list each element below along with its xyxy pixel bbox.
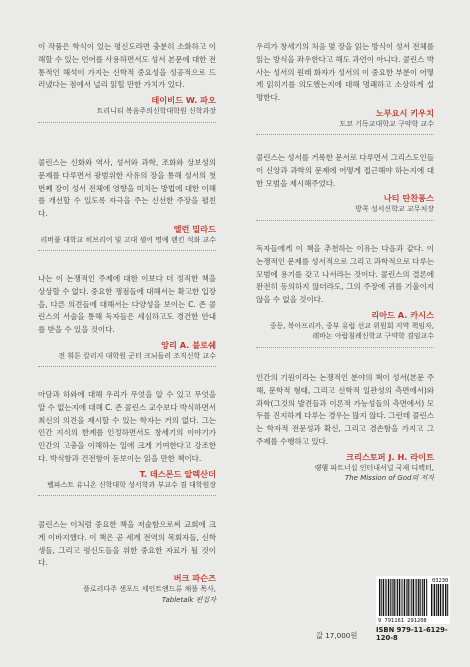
- barcode-bar: [390, 579, 391, 616]
- barcode-bar: [436, 584, 437, 616]
- endorsement-quote: 인간의 기원이라는 논쟁적인 분야의 책이 성서(본문 주해, 문학적 형태, 그리고 신학적 일관성의 측면에서)와 과학(그것의 발견들과 이론적 가능성들의 측면에서) 모두를 진지하게 다루는 경우는 많지 않다. 그런데 콜린스는 학자적 전문성과 확신, 그리고 겸손함을 가지고 그 주제를 수행하고 있다.: [256, 373, 434, 446]
- barcode-bar: [385, 579, 386, 616]
- endorsement-quote: 이 작품은 학식이 있는 평신도라면 충분히 소화하고 이해할 수 있는 언어를 사용하면서도 성서 본문에 대한 전통적인 해석이 가지는 신학적 중요성을 성공적으로 드러냈다는 점에서 널리 읽힐 만한 가치가 있다.: [38, 42, 216, 90]
- endorsement: [38, 519, 216, 605]
- endorsement-quote: 콜린스는 이처럼 중요한 책을 저술함으로써 교회에 크게 이바지했다. 이 책은 곧 세계 전역의 목회자들, 신학생들, 그리고 평신도들을 위한 중요한 자료가 될 것이다.: [38, 520, 216, 568]
- barcode-addon-digits: 03230: [432, 578, 449, 584]
- endorsement-affiliation: 도쿄 기독교대학교 구약학 교수: [339, 119, 434, 128]
- endorsement-affiliation: 트리니티 복음주의신학대학원 신학과장: [96, 107, 216, 116]
- endorsement-author: 나티 탄찬퐁스: [383, 193, 434, 204]
- barcode-bar: [379, 579, 380, 616]
- divider: [38, 122, 216, 123]
- barcode-bar: [416, 579, 417, 616]
- endorsement: [38, 41, 216, 123]
- barcode-bar: [404, 579, 405, 616]
- endorsement-affiliation: 전 휘튼 칼리지 대학원 군터 크뇌들러 조직신학 교수: [58, 351, 216, 360]
- barcode-bar: [415, 579, 416, 616]
- barcode-bar: [426, 579, 427, 616]
- endorsement-author: 리아드 A. 카시스: [371, 309, 434, 320]
- barcode-image: [376, 576, 450, 624]
- barcode-bar: [418, 579, 419, 616]
- endorsement-affiliation: 플로리다주 샌포드 세인트앤드류 채플 목사,: [83, 585, 216, 594]
- barcode-bar: [393, 579, 394, 616]
- endorsement-quote: 독자들에게 이 책을 추천하는 이유는 다음과 같다. 이 논쟁적인 문제를 성서적으로 그리고 과학적으로 다루는 모범에 용기를 갖고 나서라는 것이다. 콜린스의 결론에 완전히 동의하지 않더라도, 그의 주장에 귀를 기울이지 않을 수 없을 것이다.: [256, 244, 434, 305]
- barcode-bar: [413, 579, 414, 616]
- endorsement-affiliation: 리버풀 대학교 히브리어 및 고대 셈어 명예 랜킨 석좌 교수: [40, 235, 216, 244]
- endorsement-quote: 나는 이 논쟁적인 주제에 대한 이보다 더 정직한 책을 상상할 수 없다. 중요한 쟁점들에 대해서는 확고한 입장을, 다른 의견들에 대해서는 다양성을 보이는 C. 존 콜린스의 서술을 통해 독자들은 세심하고도 경건한 안내를 받을 수 있을 것이다.: [38, 274, 216, 335]
- endorsement-affiliation: The Mission of God의 저자: [344, 474, 434, 483]
- barcode-bar: [388, 579, 389, 616]
- barcode-bar: [407, 579, 408, 616]
- divider: [38, 495, 216, 496]
- barcode-bar: [438, 584, 439, 616]
- barcode-bar: [399, 579, 400, 616]
- endorsement: [256, 243, 434, 348]
- endorsement-quote: 콜린스는 신화와 역사, 성서와 과학, 조화와 상보성의 문제를 다루면서 광범위한 사유의 장을 통해 성서의 첫 번째 장이 성서 전체에 영향을 미치는 방법에 대한 이해를 개선할 수 있도록 자극을 주는 신선한 주장을 펼친다.: [38, 158, 216, 219]
- barcode-bar: [397, 579, 398, 616]
- barcode-bar: [431, 584, 432, 616]
- endorsement-affiliation: Tabletalk 편집자: [161, 595, 216, 604]
- endorsement-affiliation: 레바논 아랍침례신학교 구약학 겸임교수: [312, 332, 434, 341]
- endorsement-author: 버크 파슨즈: [173, 573, 216, 584]
- barcode-bar: [422, 579, 423, 616]
- divider: [256, 134, 434, 135]
- barcode-bar: [447, 584, 448, 616]
- endorsement-author: 노부요시 키우치: [375, 107, 434, 118]
- isbn-label: ISBN 979-11-6129-120-8: [376, 626, 448, 642]
- endorsement: [38, 157, 216, 251]
- divider: [38, 250, 216, 251]
- divider: [38, 366, 216, 367]
- barcode-bar: [392, 579, 393, 616]
- barcode-bar: [442, 584, 443, 616]
- barcode-bar: [440, 584, 441, 616]
- barcode-bar: [396, 579, 397, 616]
- endorsement-author: 앨런 밀라드: [173, 223, 216, 234]
- endorsement-quote: 아담과 하와에 대해 우리가 무엇을 알 수 있고 무엇을 알 수 없는지에 대해 C. 존 콜린스 교수보다 박식하면서 최신의 의견을 제시할 수 있는 학자는 거의 없다. 그는 인간 지식의 한계를 인정하면서도 창세기의 이야기가 인간의 고충을 이해하는 일에 크게 기여한다고 강조한다. 박식함과 건전함이 돋보이는 읽을 만한 책이다.: [38, 390, 216, 463]
- barcode-bar: [402, 579, 403, 616]
- barcode-bar: [381, 579, 382, 616]
- endorsement: [256, 372, 434, 484]
- barcode-bar: [410, 579, 411, 616]
- endorsement: [256, 152, 434, 221]
- barcode-digits: 9 791161 291208: [378, 618, 427, 624]
- barcode-bar: [445, 584, 446, 616]
- barcode-bar: [406, 579, 407, 616]
- barcode-bar: [383, 579, 384, 616]
- endorsement-author: 앙리 A. 블로쉐: [161, 339, 216, 350]
- endorsement-quote: 우리가 창세기의 처음 몇 장을 읽는 방식이 성서 전체를 읽는 방식을 좌우한다고 해도 과언이 아니다. 콜린스 박사는 성서의 원래 화자가 성서의 이 중요한 부분이 어떻게 읽히기를 의도했는지에 대해 명쾌하고 소상하게 설명한다.: [256, 42, 434, 103]
- barcode-bar: [420, 579, 421, 616]
- price-label: 값 17,000원: [316, 631, 358, 640]
- endorsement-author: 크리스토퍼 J. H. 라이트: [346, 451, 434, 462]
- endorsement-affiliation: 벨파스트 유니온 신학대학 성서학과 부교수 겸 대학원장: [47, 480, 216, 489]
- endorsement-author: 데이비드 W. 파오: [151, 95, 216, 106]
- divider: [256, 347, 434, 348]
- barcode-bar: [386, 579, 387, 616]
- endorsement-affiliation: 중동, 북아프리카, 중부 유럽 선교 위원회 지역 책임자,: [269, 321, 434, 330]
- endorsement: [38, 273, 216, 367]
- endorsement-author: T. 데스몬드 알렉산더: [139, 468, 216, 479]
- endorsement-affiliation: 방콕 성서신학교 교무처장: [355, 205, 434, 214]
- isbn-barcode: [376, 576, 450, 624]
- endorsement: [256, 41, 434, 135]
- divider: [256, 220, 434, 221]
- endorsement-affiliation: 랭햄 파트너십 인터내셔널 국제 디렉터,: [314, 463, 434, 472]
- endorsement: [38, 389, 216, 496]
- barcode-bar: [434, 584, 435, 616]
- endorsement-quote: 콜린스는 성서를 거룩한 문서로 다루면서 그리스도인들이 신앙과 과학의 문제에 어떻게 접근해야 하는지에 대한 모범을 제시해주었다.: [256, 153, 434, 188]
- barcode-bar: [411, 579, 412, 616]
- barcode-bar: [424, 579, 425, 616]
